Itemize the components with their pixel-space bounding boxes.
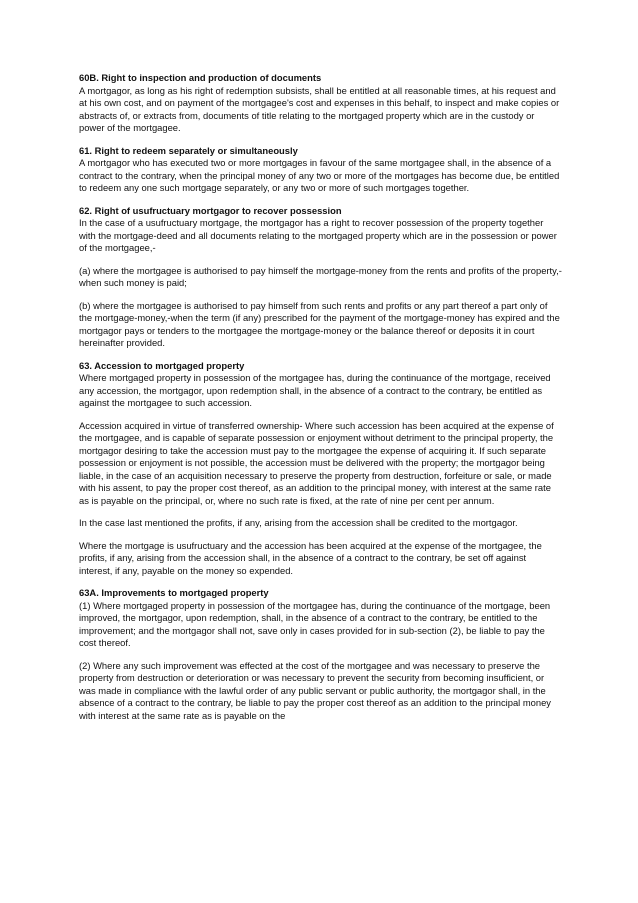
section-heading: 60B. Right to inspection and production of documents (79, 72, 322, 83)
section-paragraph: A mortgagor who has executed two or more mortgages in favour of the same mortgagee shall, in the absence of a contract to the contrary, when the principal money of any two or more of the mortgages has become due, be entitled to redeem any one such mortgage separately, or any two or more of such mortgages together. (79, 157, 560, 193)
section-paragraph: Accession acquired in virtue of transferred ownership- Where such accession has been acquired at the expense of the mortgagee, and is capable of separate possession or enjoyment without detriment to the principal property, the mortgagor desiring to take the accession must pay to the mortgagee the expense of acquiring it. If such separate possession or enjoyment is not possible, the accession must be delivered with the property; the mortgagor being liable, in the case of an acquisition necessary to preserve the property from destruction, forfeiture or sale, or made with his assent, to pay the proper cost thereof, as an addition to the principal money, with interest at the same rate as is payable on the principal, or, where no such rate is fixed, at the rate of nine per cent per annum. (79, 419, 554, 506)
section-heading: 63. Accession to mortgaged property (79, 359, 245, 371)
section-paragraph: (a) where the mortgagee is authorised to pay himself the mortgage-money from the rents and profits of the property,-when such money is paid; (79, 264, 562, 288)
section-paragraph: (2) Where any such improvement was effected at the cost of the mortgagee and was necessary to preserve the property from destruction or deterioration or was necessary to prevent the security from becoming insufficient, or was made in compliance with the lawful order of any public servant or public authority, the mortgagor shall, in the absence of a contract to the contrary, be liable to pay the proper cost thereof as an addition to the principal money with interest at the same rate as is payable on the (79, 659, 551, 721)
section-heading: 62. Right of usufructuary mortgagor to recover possession (79, 204, 342, 216)
section-62 (79, 205, 562, 350)
section-paragraph: In the case last mentioned the profits, if any, arising from the accession shall be credited to the mortgagor. (79, 517, 518, 528)
section-paragraph: Where the mortgage is usufructuary and the accession has been acquired at the expense of the mortgagee, the profits, if any, arising from the accession shall, in the absence of a contract to the contrary, be set off against interest, if any, payable on the money so expended. (79, 539, 542, 576)
section-heading: 63A. Improvements to mortgaged property (79, 587, 269, 598)
section-paragraph: In the case of a usufructuary mortgage, the mortgagor has a right to recover possession of the property together with the mortgage-deed and all documents relating to the mortgaged property which are in the possession or power of the mortgagee,- (79, 217, 557, 253)
section-paragraph: Where mortgaged property in possession of the mortgagee has, during the continuance of the mortgage, received any accession, the mortgagor, upon redemption shall, in the absence of a contract to the contrary, be entitled as against the mortgagee to such accession. (79, 372, 551, 408)
section-60b (79, 72, 562, 135)
section-61 (79, 145, 562, 195)
section-paragraph: (b) where the mortgagee is authorised to pay himself from such rents and profits or any part thereof a part only of the mortgage-money,-when the term (if any) prescribed for the payment of the mortgage-money has expired and the mortgagor pays or tenders to the mortgagee the mortgage-money or the balance thereof or deposits it in court hereinafter provided. (79, 299, 560, 348)
section-paragraph: A mortgagor, as long as his right of redemption subsists, shall be entitled at all reasonable times, at his request and at his own cost, and on payment of the mortgagee's cost and expenses in this behalf, to inspect and make copies or abstracts of, or extracts from, documents of title relating to the mortgaged property which are in the custody or power of the mortgagee. (79, 84, 560, 133)
section-63 (79, 360, 562, 578)
section-heading: 61. Right to redeem separately or simultaneously (79, 144, 298, 156)
section-paragraph: (1) Where mortgaged property in possession of the mortgagee has, during the continuance of the mortgage, been improved, the mortgagor, upon redemption, shall, in the absence of a contract to the contrary, be entitled to the improvement; and the mortgagor shall not, save only in cases provided for in sub-section (2), be liable to pay the cost thereof. (79, 599, 551, 648)
section-63a (79, 587, 562, 722)
